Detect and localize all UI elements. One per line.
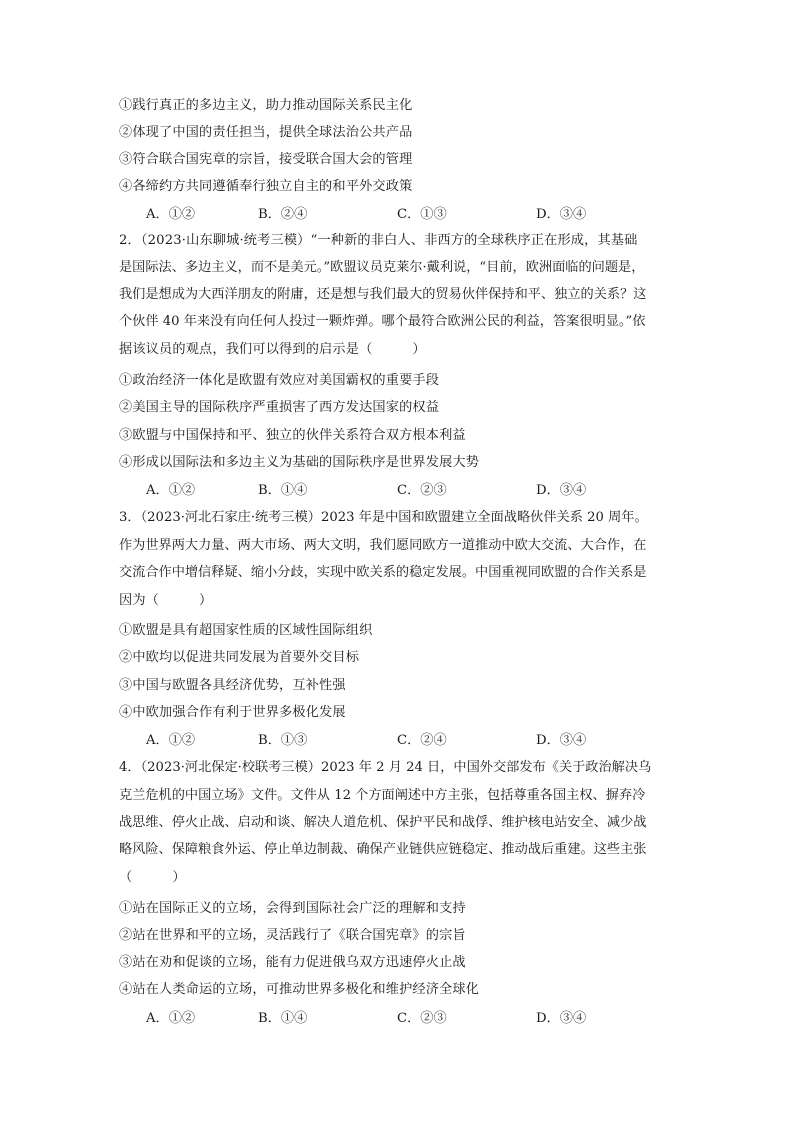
- q4-statement-1: ①站在国际正义的立场，会得到国际社会广泛的理解和支持: [119, 901, 466, 916]
- q4-options: [146, 1010, 666, 1028]
- q3-statement-3: ③中国与欧盟各具经济优势，互补性强: [119, 678, 346, 693]
- q1-statement-3: ③符合联合国宪章的宗旨，接受联合国大会的管理: [119, 152, 413, 167]
- q4-stem-line-3: 战思维、停火止战、启动和谈、解决人道危机、保护平民和战俘、维护核电站安全、减少战: [119, 815, 647, 830]
- q3-stem-line-2: 作为世界两大力量、两大市场、两大文明，我们愿同欧方一道推动中欧大交流、大合作，在: [119, 538, 647, 553]
- q4-stem-line-5: （ ）: [119, 870, 186, 885]
- q4-option-d[interactable]: D．③④: [536, 1011, 587, 1026]
- q3-stem-line-3: 交流合作中增信释疑、缩小分歧，实现中欧关系的稳定发展。中国重视同欧盟的合作关系是: [119, 565, 647, 580]
- q3-option-c[interactable]: C．②④: [397, 733, 447, 748]
- q4-option-b[interactable]: B．①④: [258, 1011, 308, 1026]
- q1-options: [146, 206, 666, 224]
- q2-statement-1: ①政治经济一体化是欧盟有效应对美国霸权的重要手段: [119, 373, 440, 388]
- q2-statement-3: ③欧盟与中国保持和平、独立的伙伴关系符合双方根本利益: [119, 428, 466, 443]
- q3-statement-4: ④中欧加强合作有利于世界多极化发展: [119, 705, 346, 720]
- q2-stem-line-1: 2．（2023·山东聊城·统考三模）“一种新的非白人、非西方的全球秩序正在形成，其基础: [119, 233, 638, 248]
- q4-stem-line-1: 4．（2023·河北保定·校联考三模）2023 年 2 月 24 日，中国外交部发布《关于政治解决乌: [119, 760, 652, 775]
- q3-stem-line-4: 因为（ ）: [119, 593, 213, 608]
- q2-stem-line-3: 我们是想成为大西洋朋友的附庸，还是想与我们最大的贸易伙伴保持和平、独立的关系？这: [119, 287, 647, 302]
- q4-statement-4: ④站在人类命运的立场，可推动世界多极化和维护经济全球化: [119, 982, 480, 997]
- q2-option-d[interactable]: D．③④: [536, 483, 587, 498]
- q2-option-a[interactable]: A．①②: [146, 483, 196, 498]
- q3-statement-1: ①欧盟是具有超国家性质的区域性国际组织: [119, 623, 373, 638]
- q3-option-d[interactable]: D．③④: [536, 733, 587, 748]
- q4-stem-line-2: 克兰危机的中国立场》文件。文件从 12 个方面阐述中方主张，包括尊重各国主权、摒弃冷: [119, 788, 646, 803]
- q2-option-c[interactable]: C．②③: [397, 483, 447, 498]
- q2-statement-4: ④形成以国际法和多边主义为基础的国际秩序是世界发展大势: [119, 455, 480, 470]
- q3-stem-line-1: 3．（2023·河北石家庄·统考三模）2023 年是中国和欧盟建立全面战略伙伴关系 20 周年。: [119, 510, 648, 525]
- q1-option-d[interactable]: D．③④: [536, 207, 587, 222]
- q1-option-c[interactable]: C．①③: [397, 207, 447, 222]
- q2-stem-line-2: 是国际法、多边主义，而不是美元。”欧盟议员克莱尔·戴利说，“目前，欧洲面临的问题是，: [119, 260, 645, 275]
- q1-statement-1: ①践行真正的多边主义，助力推动国际关系民主化: [119, 98, 413, 113]
- q3-statement-2: ②中欧均以促进共同发展为首要外交目标: [119, 650, 360, 665]
- q2-statement-2: ②美国主导的国际秩序严重损害了西方发达国家的权益: [119, 400, 440, 415]
- q4-option-c[interactable]: C．②③: [397, 1011, 447, 1026]
- q3-option-a[interactable]: A．①②: [146, 733, 196, 748]
- q1-statement-2: ②体现了中国的责任担当，提供全球法治公共产品: [119, 125, 413, 140]
- q1-option-a[interactable]: A．①②: [146, 207, 196, 222]
- q4-statement-2: ②站在世界和平的立场，灵活践行了《联合国宪章》的宗旨: [119, 928, 466, 943]
- q2-option-b[interactable]: B．①④: [258, 483, 308, 498]
- q3-options: [146, 732, 666, 750]
- q4-option-a[interactable]: A．①②: [146, 1011, 196, 1026]
- q4-statement-3: ③站在劝和促谈的立场，能有力促进俄乌双方迅速停火止战: [119, 955, 466, 970]
- q1-statement-4: ④各缔约方共同遵循奉行独立自主的和平外交政策: [119, 179, 413, 194]
- q4-stem-line-4: 略风险、保障粮食外运、停止单边制裁、确保产业链供应链稳定、推动战后重建。这些主张: [119, 842, 647, 857]
- q2-stem-line-4: 个伙伴 40 年来没有向任何人投过一颗炸弹。哪个最符合欧洲公民的利益，答案很明显。”依: [119, 314, 646, 329]
- q2-stem-line-5: 据该议员的观点，我们可以得到的启示是（ ）: [119, 342, 426, 357]
- q3-option-b[interactable]: B．①③: [258, 733, 308, 748]
- q2-options: [146, 482, 666, 500]
- q1-option-b[interactable]: B．②④: [258, 207, 308, 222]
